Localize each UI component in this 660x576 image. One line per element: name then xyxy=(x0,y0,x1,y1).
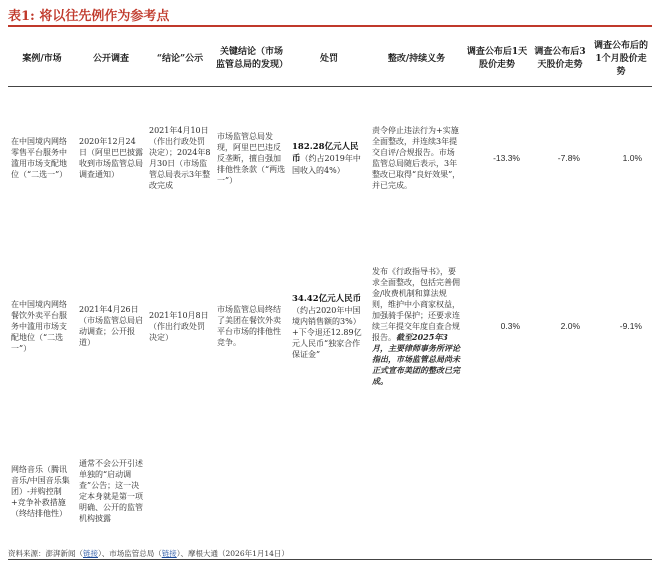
header-remedy: 整改/持续义务 xyxy=(369,32,464,87)
precedent-table xyxy=(8,32,652,560)
header-investigation: 公开调查 xyxy=(76,32,146,87)
cell-finding: 市场监管总局发现，阿里巴巴违反反垄断，擅自强加排他性条款（“两选一”） xyxy=(217,131,286,185)
cell-investigation: 2021年4月26日（市场监管总局启动调查；公开报道） xyxy=(79,305,143,347)
source-note xyxy=(8,548,289,559)
cell-3day: -7.8% xyxy=(557,152,580,163)
cell-penalty xyxy=(289,423,369,560)
table-row xyxy=(8,229,652,423)
header-conclusion: “结论”公示 xyxy=(146,32,214,87)
penalty-detail: （约占2019年中国收入的4%） xyxy=(292,153,361,175)
cell-case: 在中国境内网络餐饮外卖平台服务中滥用市场支配地位（“二选一”） xyxy=(11,299,67,353)
remedy-text: 发布《行政指导书》，要求全面整改，包括完善佣金/收费机制和算法规则，维护中小商家权益，加强骑手保护；还要求连续三年提交年度自查合规报告。 xyxy=(372,266,460,342)
cell-conclusion xyxy=(146,423,214,560)
cell-finding: 市场监管总局终结了美团在餐饮外卖平台市场的排他性竞争。 xyxy=(217,305,281,347)
penalty-amount: 34.42亿元人民币 xyxy=(292,293,362,304)
header-case: 案例/市场 xyxy=(8,32,76,87)
header-1day: 调查公布后1天股价走势 xyxy=(464,32,530,87)
remedy-note: 截至2025年3月，主要律师事务所评论指出，市场监管总局尚未正式宣布美团的整改已完成。 xyxy=(372,331,460,386)
table-row xyxy=(8,423,652,560)
cell-finding xyxy=(214,423,289,560)
source-prefix: 资料来源：澎湃新闻（ xyxy=(8,549,83,558)
cell-remedy xyxy=(369,423,464,560)
cell-1month: 1.0% xyxy=(622,152,642,163)
cell-1day: 0.3% xyxy=(500,320,520,331)
cell-penalty xyxy=(289,229,369,423)
title-rule xyxy=(8,25,652,27)
cell-investigation: 2020年12月24日（阿里巴巴披露收到市场监管总局调查通知） xyxy=(79,137,143,179)
cell-case: 网络音乐（腾讯音乐/中国音乐集团）-并购控制+竞争补救措施（终结排他性） xyxy=(8,423,76,560)
table-title: 表1: 将以往先例作为参考点 xyxy=(8,9,170,24)
penalty-amount: 182.28亿元人民币 xyxy=(292,141,359,164)
cell-1day: -13.3% xyxy=(493,152,520,163)
cell-investigation: 通常不会公开引述单独的“启动调查”公告；这一决定本身就是第一项明确、公开的监管机构披露 xyxy=(76,423,146,560)
cell-3day: 2.0% xyxy=(560,320,580,331)
source-link-samr[interactable]: 链接 xyxy=(161,549,177,558)
cell-penalty xyxy=(289,87,369,230)
cell-1day xyxy=(464,423,530,560)
header-3day: 调查公布后3天股价走势 xyxy=(530,32,590,87)
source-mid-2: ）、摩根大通（2026年1月14日） xyxy=(176,549,289,558)
header-1month: 调查公布后的1个月股价走势 xyxy=(590,32,652,87)
cell-1month: -9.1% xyxy=(619,320,642,331)
cell-conclusion: 2021年10月8日（作出行政处罚决定） xyxy=(149,310,209,342)
penalty-detail: （约占2020年中国境内销售额的3%）+下令退还12.89亿元人民币“独家合作保证金” xyxy=(292,305,362,359)
cell-remedy: 责令停止违法行为+实施全面整改，并连续3年提交自评/合规报告。市场监管总局随后表示，3年整改已取得“良好效果”，并已完成。 xyxy=(372,126,461,190)
table-row xyxy=(8,87,652,230)
source-link-thepaper[interactable]: 链接 xyxy=(83,549,98,558)
cell-remedy xyxy=(369,229,464,423)
header-penalty: 处罚 xyxy=(289,32,369,87)
cell-1month xyxy=(590,423,652,560)
header-row xyxy=(8,32,652,87)
source-mid-1: ）、市场监管总局（ xyxy=(98,549,162,558)
cell-3day xyxy=(530,423,590,560)
header-finding: 关键结论（市场监管总局的发现） xyxy=(214,32,289,87)
cell-case: 在中国境内网络零售平台服务中滥用市场支配地位（“二选一”） xyxy=(11,137,68,179)
cell-conclusion: 2021年4月10日（作出行政处罚决定）；2024年8月30日（市场监管总局表示3年整改完成 xyxy=(149,126,211,190)
